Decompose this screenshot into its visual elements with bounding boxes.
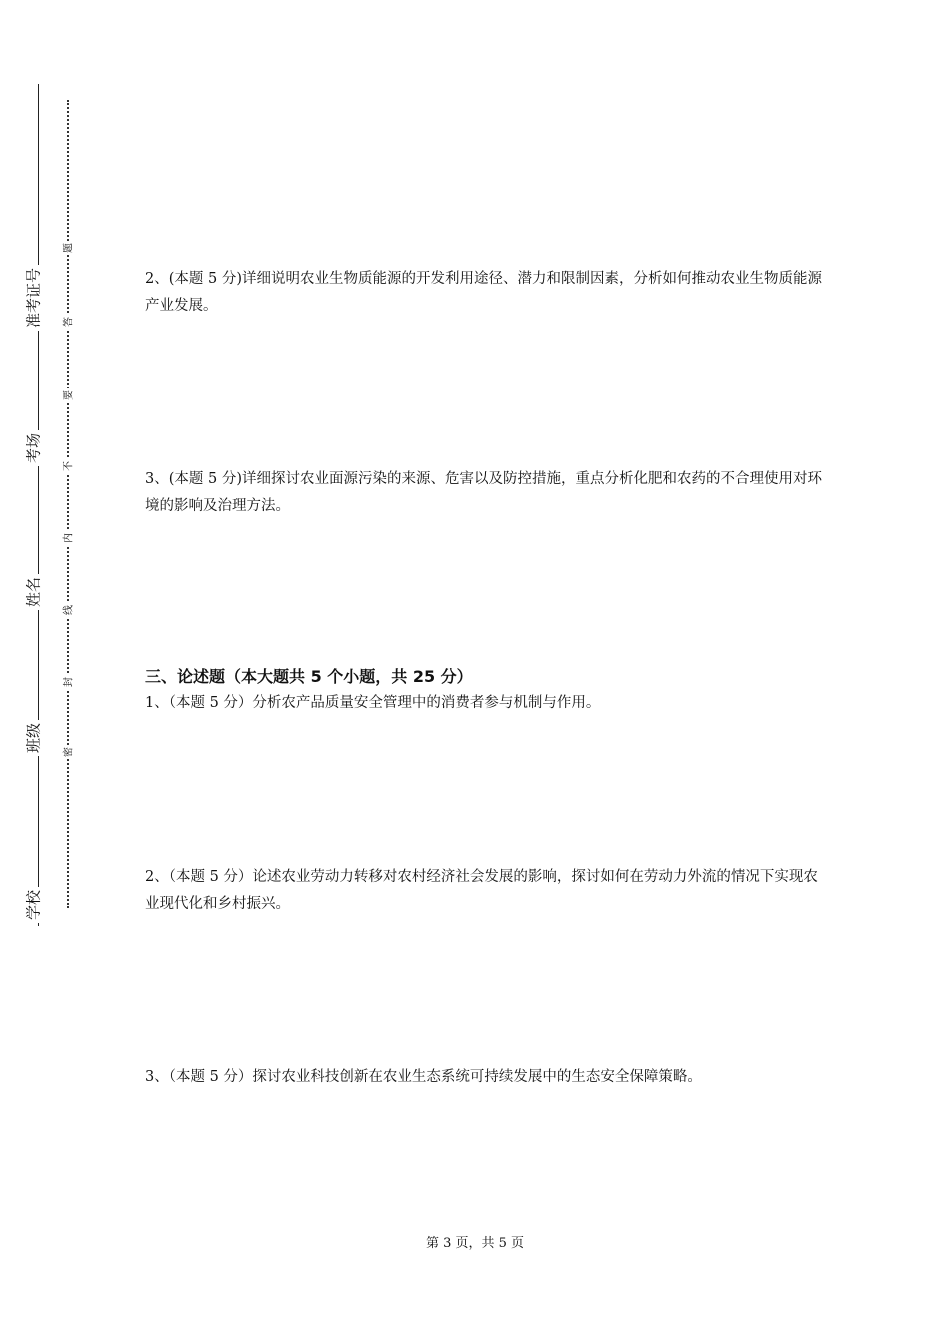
seal-char: 题 [60,241,75,255]
label-exam-room: 考场 [23,430,44,466]
seal-char: 密 [60,745,75,759]
seal-char: 答 [60,315,75,329]
question-2-3: 3、(本题 5 分)详细探讨农业面源污染的来源、危害以及防控措施，重点分析化肥和农药的不合理使用对环境的影响及治理方法。 [145,471,822,514]
question-3-2: 2、（本题 5 分）论述农业劳动力转移对农村经济社会发展的影响，探讨如何在劳动力外流的情况下实现农业现代化和乡村振兴。 [145,869,818,912]
binding-solid-line [38,84,39,926]
section-heading: 三、论述题（本大题共 5 个小题，共 25 分） [145,667,473,686]
seal-char: 线 [60,603,75,617]
page-number: 第 3 页，共 5 页 [425,1236,525,1251]
question-2-2: 2、(本题 5 分)详细说明农业生物质能源的开发利用途径、潜力和限制因素，分析如何推动农业生物质能源产业发展。 [145,271,822,314]
seal-char: 不 [60,459,75,473]
seal-char: 内 [60,531,75,545]
seal-char: 封 [60,675,75,689]
label-class: 班级 [23,720,44,756]
label-exam-number: 准考证号 [23,265,44,331]
question-3-3: 3、（本题 5 分）探讨农业科技创新在农业生态系统可持续发展中的生态安全保障策略。 [145,1069,702,1085]
seal-char: 要 [60,388,75,402]
binding-dotted-line [67,100,69,908]
question-3-1: 1、（本题 5 分）分析农产品质量安全管理中的消费者参与机制与作用。 [145,695,601,711]
label-school: 学校 [23,887,44,923]
label-name: 姓名 [23,574,44,610]
